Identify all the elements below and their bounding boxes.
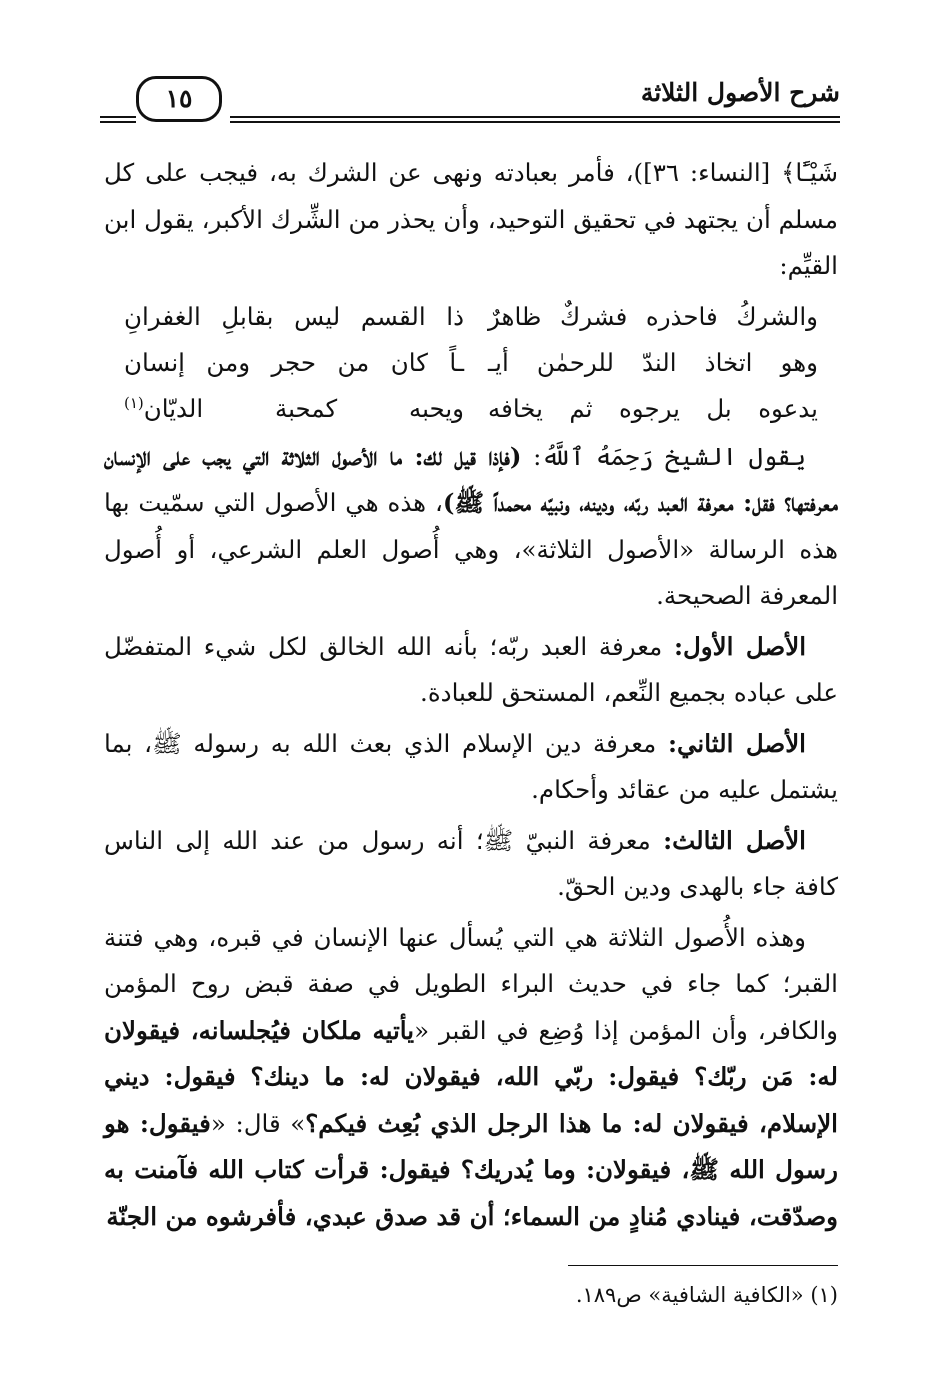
main-text (104, 150, 838, 1244)
poem-verse-1 (104, 294, 838, 340)
poem-verse-2 (104, 340, 838, 386)
poem (104, 294, 838, 432)
first-principle-text: معرفة العبد ربّه؛ بأنه الله الخالق لكل شيء المتفضّل على عباده بجميع النِّعم، المستحق للعبادة. (104, 631, 838, 707)
paragraph-2-quote: (فإذا قيل لك: ما الأصول الثلاثة التي يجب على الإنسان معرفتها؟ فقل: معرفة العبد ربّه، ودينه، ونبيّه محمداً ﷺ) (104, 441, 839, 517)
footnote-divider (568, 1265, 838, 1266)
paragraph-2 (104, 434, 838, 620)
paragraph-3 (104, 624, 838, 717)
paragraph-6-mid: » قال: « (210, 1108, 306, 1138)
page-number: ١٥ (136, 76, 222, 122)
poem-hemistich-first: والشركُ فاحذره فشركٌ ظاهرٌ (488, 301, 818, 331)
first-principle-label: الأصل الأول: (673, 631, 807, 661)
second-principle-text: معرفة دين الإسلام الذي بعث الله به رسوله ﷺ، بما يشتمل عليه من عقائد وأحكام. (104, 728, 838, 804)
footnote-marker: (١) (124, 393, 144, 412)
poem-hemistich-first: يدعوه بل يرجوه ثم يخافه (488, 393, 818, 423)
third-principle-text: معرفة النبيّ ﷺ؛ أنه رسول من عند الله إلى الناس كافة جاء بالهدى ودين الحقّ. (104, 825, 838, 901)
header-rule-right (230, 116, 840, 118)
third-principle-label: الأصل الثالث: (663, 825, 806, 855)
paragraph-2-lead: يقول الشيخ رَحِمَهُ ٱللَّهُ: (521, 441, 807, 471)
poem-hemistich-second: ـاً كان من حجر ومن إنسان (124, 347, 464, 377)
paragraph-6-text: وهذه الأُصول الثلاثة هي التي يُسأل عنها الإنسان في قبره، وهي فتنة القبر؛ كما جاء في حديث البراء الطويل في صفة قبض روح المؤمن والكافر، وأن المؤمن إذا وُضِع في القبر « (104, 922, 838, 1045)
header-rule-right-2 (230, 121, 840, 123)
poem-hemistich-second: ذا القسم ليس بقابلِ الغفرانِ (124, 301, 464, 331)
footnote: (١) «الكافية الشافية» ص١٨٩. (575, 1283, 838, 1307)
paragraph-2-rest: ، هذه هي الأصول التي سمّيت بها هذه الرسالة «الأصول الثلاثة»، وهي أُصول العلم الشرعي، أو أُصول المعرفة الصحيحة. (104, 488, 838, 610)
book-title: شرح الأصول الثلاثة (640, 78, 840, 107)
paragraph-6 (104, 915, 838, 1241)
poem-hemistich-first: وهو اتخاذ الندّ للرحمٰن أيـ (488, 347, 818, 377)
header-rule-left-2 (100, 121, 136, 123)
page-header (100, 72, 840, 124)
header-rule-left (100, 116, 136, 118)
paragraph-4 (104, 721, 838, 814)
hadith-quote-1: يأتيه ملكان فيُجلسانه، فيقولان له: مَن ربّك؟ فيقول: ربّي الله، فيقولان له: ما دينك؟ فيقول: ديني الإسلام، فيقولان له: ما هذا الرجل الذي بُعِث فيكم؟ (104, 1015, 838, 1138)
hadith-quote-2: فيقول: هو رسول الله ﷺ، فيقولان: وما يُدريك؟ فيقول: قرأت كتاب الله فآمنت به وصدّقت، فينادي مُنادٍ من السماء؛ أن قد صدق عبدي، فأفرشوه من الجنّة (104, 1108, 838, 1231)
paragraph-1: شَيْـًٔا﴾ [النساء: ٣٦])، فأمر بعبادته ونهى عن الشرك به، فيجب على كل مسلم أن يجتهد في تحقيق التوحيد، وأن يحذر من الشِّرك الأكبر، يقول ابن القيِّم: (104, 158, 838, 280)
paragraph-5 (104, 818, 838, 911)
poem-hemistich-second-wrap (124, 386, 464, 432)
poem-hemistich-second: ويحبه كمحبة الديّان (143, 393, 464, 423)
poem-verse-3 (104, 386, 838, 432)
second-principle-label: الأصل الثاني: (667, 728, 806, 758)
